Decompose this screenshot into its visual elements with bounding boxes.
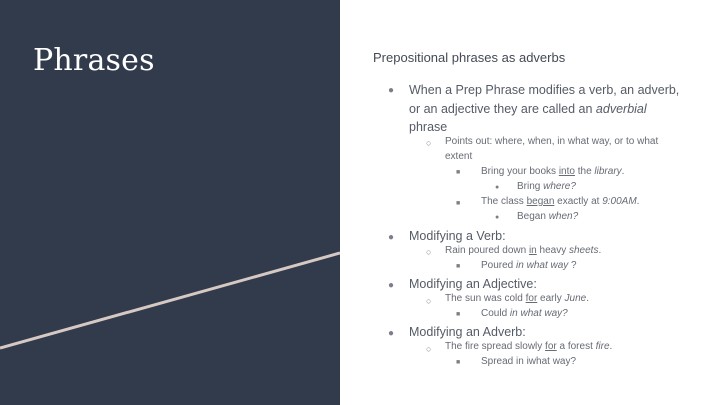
bullet-circle: ○ (426, 296, 432, 306)
point-2-example: Rain poured down in heavy sheets. (445, 245, 602, 256)
example-1: Bring your books into the library. (481, 166, 625, 177)
point-3-label: Modifying an Adjective: (409, 277, 537, 291)
bullet-square: ■ (456, 263, 461, 270)
point-3-question: Could in what way? (481, 308, 568, 319)
bullet-disc: ● (388, 232, 395, 243)
example-2-question: Began when? (517, 211, 579, 222)
point-2-label: Modifying a Verb: (409, 229, 506, 243)
title-panel (0, 0, 340, 405)
bullet-circle: ○ (426, 344, 432, 354)
sub-point-line-2: extent (445, 151, 473, 162)
bullet-square: ■ (456, 359, 461, 366)
bullet-disc: ● (388, 328, 395, 339)
point-1-line-2: or an adjective they are called an adverbial (409, 102, 647, 116)
slide-title: Phrases (33, 43, 155, 78)
bullet-square: ■ (456, 169, 461, 176)
bullet-disc: ● (388, 85, 395, 96)
point-1-line-3: phrase (409, 120, 448, 134)
point-4-example: The fire spread slowly for a forest fire. (445, 341, 613, 352)
bullet-circle: ○ (426, 138, 432, 148)
bullet-disc: ● (388, 280, 395, 291)
slide-body (340, 0, 720, 405)
section-heading: Prepositional phrases as adverbs (373, 50, 566, 65)
point-2-question: Poured in what way ? (481, 260, 577, 271)
bullet-square: ■ (456, 200, 461, 207)
example-2: The class began exactly at 9:00AM. (481, 196, 640, 207)
point-4-label: Modifying an Adverb: (409, 325, 526, 339)
point-4-question: Spread in iwhat way? (481, 356, 577, 367)
sub-point-line-1: Points out: where, when, in what way, or to what (445, 136, 659, 147)
example-1-question: Bring where? (517, 181, 576, 192)
bullet-circle: ○ (426, 247, 432, 257)
bullet-square: ■ (456, 311, 461, 318)
point-1-line-1: When a Prep Phrase modifies a verb, an adverb, (409, 83, 680, 97)
bullet-disc-small: ● (495, 214, 500, 221)
point-3-example: The sun was cold for early June. (445, 293, 589, 304)
bullet-disc-small: ● (495, 184, 500, 191)
